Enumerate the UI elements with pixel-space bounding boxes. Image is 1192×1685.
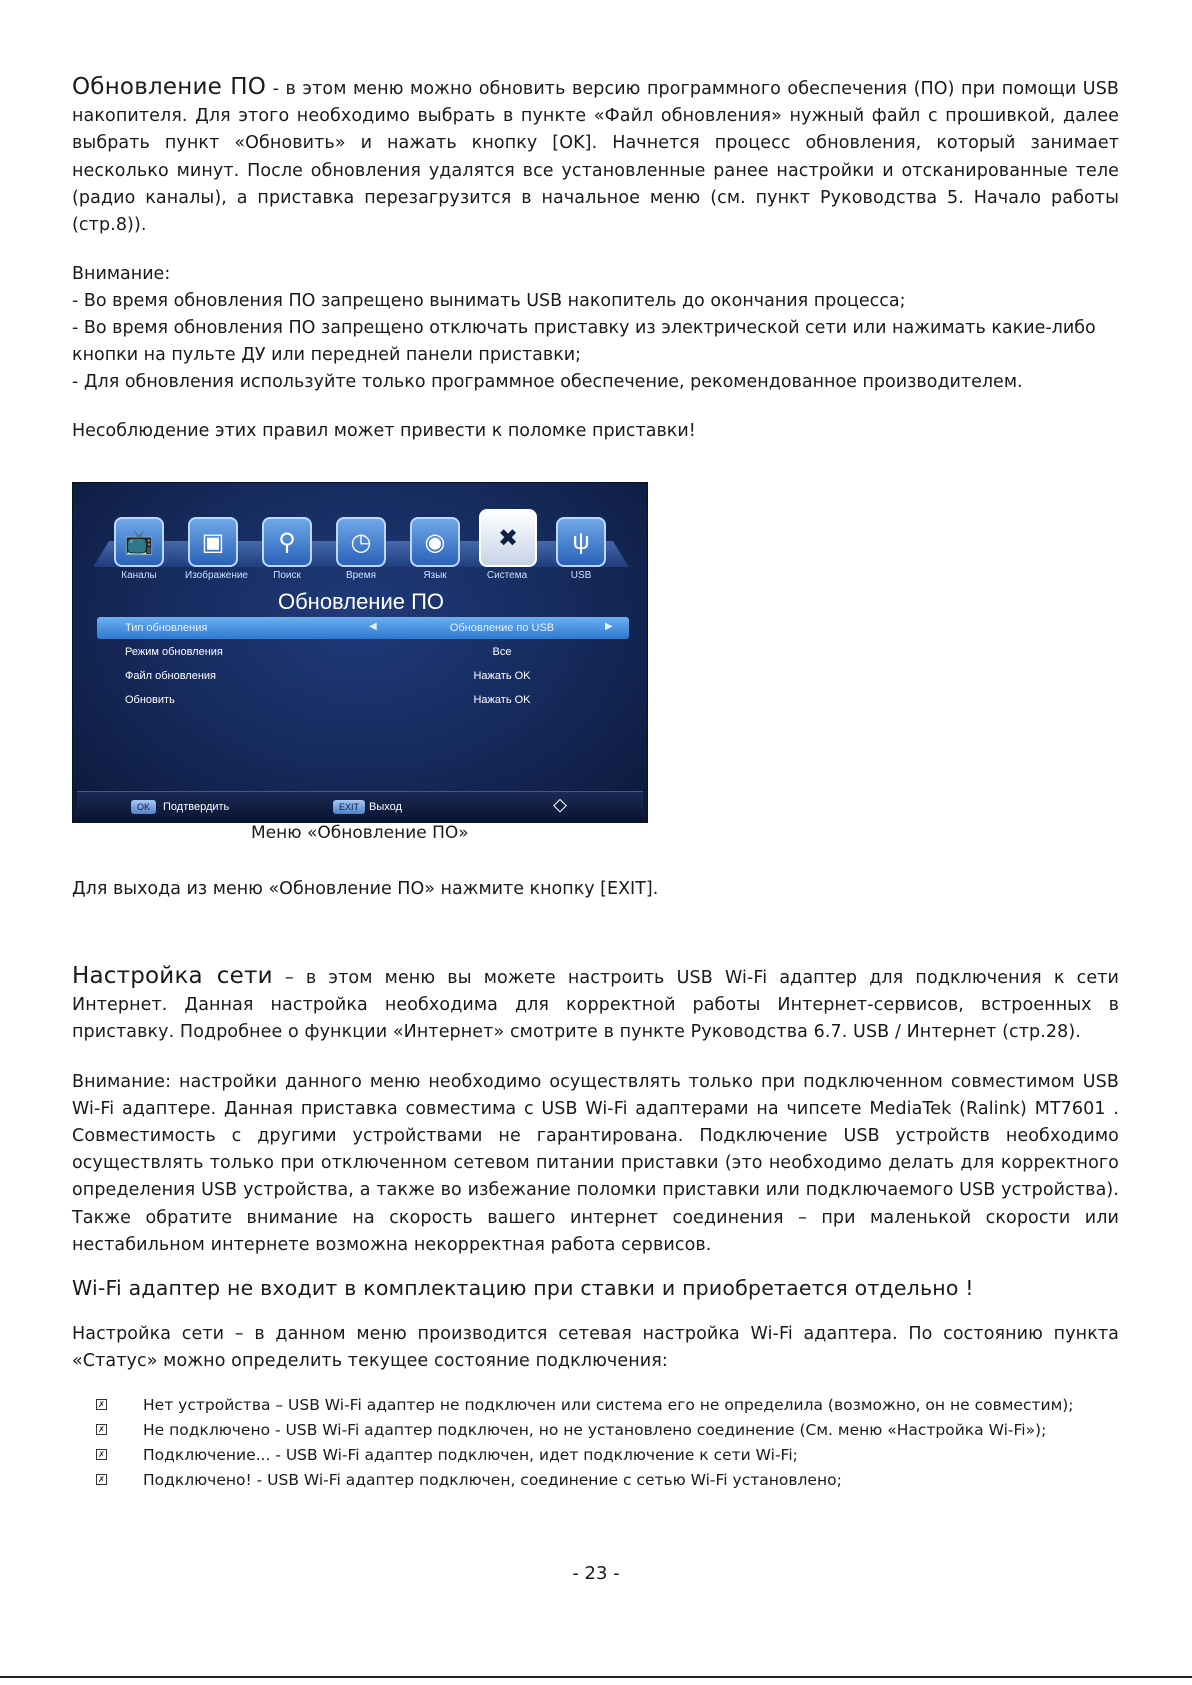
checkbox-icon: ✗ (96, 1474, 107, 1485)
section-update-paragraph (72, 74, 1119, 239)
network-settings-paragraph: Настройка сети – в данном меню производится сетевая настройка Wi-Fi адаптера. По состоянию пункта «Статус» можно определить текущее состояние подключения: (72, 1324, 1119, 1372)
ok-label: Подтвердить (163, 801, 230, 813)
section-heading-update: Обновление ПО (72, 74, 267, 100)
tv-icon: 📺 (114, 517, 164, 567)
exit-note: Для выхода из меню «Обновление ПО» нажмите кнопку [EXIT]. (72, 879, 659, 899)
search-icon: ⚲ (262, 517, 312, 567)
row-update-file: Файл обновления Нажать OK (125, 670, 531, 682)
section-heading-network: Настройка сети (72, 963, 273, 989)
menu-item-usb: ψ USB (553, 517, 609, 581)
menu-item-channels: 📺 Каналы (111, 517, 167, 581)
arrow-left-icon: ◀ (369, 621, 377, 632)
row-update-run: Обновить Нажать OK (125, 694, 531, 706)
screen-title: Обновление ПО (277, 589, 445, 614)
checkbox-icon: ✗ (96, 1399, 107, 1410)
main-menu-icons (111, 517, 631, 581)
status-list (72, 1393, 1119, 1493)
ok-key-badge: OK (131, 800, 156, 814)
list-item: ✗ Нет устройства – USB Wi-Fi адаптер не подключен или система его не определила (возможно, он не совместим); (72, 1393, 1119, 1418)
menu-item-time: ◷ Время (333, 517, 389, 581)
checkbox-icon: ✗ (96, 1449, 107, 1460)
tools-icon: ✖ (479, 509, 537, 567)
menu-item-search: ⚲ Поиск (259, 517, 315, 581)
checkbox-icon: ✗ (96, 1424, 107, 1435)
section-network-paragraph: Настройка сети – в этом меню вы можете настроить USB Wi-Fi адаптер для подключения к сети Интернет. Данная настройка необходима для корректной работы Интернет-сервисов, встроенных в приставку. Подробнее о функции «Интернет» смотрите в пункте Руководства 6.7. USB / Интернет (стр.28). (72, 963, 1119, 1043)
update-menu-screenshot (72, 482, 648, 823)
bottom-rule (0, 1676, 1192, 1678)
page-content (72, 74, 1119, 445)
list-item: ✗ Подключение... - USB Wi-Fi адаптер подключен, идет подключение к сети Wi-Fi; (72, 1443, 1119, 1468)
exit-label: Выход (369, 801, 402, 813)
menu-item-language: ◉ Язык (407, 517, 463, 581)
list-item: ✗ Не подключено - USB Wi-Fi адаптер подключен, но не установлено соединение (См. меню «Настройка Wi-Fi»); (72, 1418, 1119, 1443)
figure-caption: Меню «Обновление ПО» (251, 823, 469, 843)
page-number: - 23 - (572, 1563, 620, 1584)
attention-paragraph: Внимание: настройки данного меню необходимо осуществлять только при подключенном совместимом USB Wi-Fi адаптере. Данная приставка совместима с USB Wi-Fi адаптерами на чипсете MediaTek (Ralink) MT7601 . Совместимость с другими устройствами не гарантирована. Подключение USB устройств необходимо осуществлять только при отключенном сетевом питании приставки (это необходимо делать для корректного определения USB устройства, а также во избежание поломки приставки или подключаемого USB устройства). Также обратите внимание на скорость вашего интернет соединения – при маленькой скорости или нестабильном интернете возможна некорректная работа сервисов. (72, 1071, 1119, 1255)
navigation-arrows-icon: ⬦ (553, 794, 567, 816)
consequence-note: Несоблюдение этих правил может привести к поломке приставки! (72, 421, 696, 442)
warning-item: - Во время обновления ПО запрещено отключать приставку из электрической сети или нажимать какие-либо кнопки на пульте ДУ или передней панели приставки; (72, 318, 1096, 366)
section-update-text: - в этом меню можно обновить версию программного обеспечения (ПО) при помощи USB накопителя. Для этого необходимо выбрать в пункте «Файл обновления» нужный файл с прошивкой, далее выбрать пункт «Обновить» и нажать кнопку [OK]. Начнется процесс обновления, который занимает несколько минут. После обновления удалятся все установленные ранее настройки и отсканированные теле (радио каналы), а приставка перезагрузится в начальное меню (см. пункт Руководства 5. Начало работы (стр.8)). (72, 79, 1120, 236)
warning-title: Внимание: (72, 264, 171, 285)
menu-item-system: ✖ Система (479, 517, 535, 581)
screen-footer (77, 791, 643, 822)
warning-item: - Во время обновления ПО запрещено вынимать USB накопитель до окончания процесса; (72, 291, 906, 312)
globe-icon: ◉ (410, 517, 460, 567)
usb-icon: ψ (556, 517, 606, 567)
warning-item: - Для обновления используйте только программное обеспечение, рекомендованное производителем. (72, 372, 1023, 393)
clock-icon: ◷ (336, 517, 386, 567)
menu-item-picture: ▣ Изображение (185, 517, 241, 581)
exit-key-badge: EXIT (333, 800, 365, 814)
picture-icon: ▣ (188, 517, 238, 567)
row-update-type: Тип обновления ◀ Обновление по USB ▶ (97, 617, 629, 639)
list-item: ✗ Подключено! - USB Wi-Fi адаптер подключен, соединение с сетью Wi-Fi установлено; (72, 1468, 1119, 1493)
row-update-mode: Режим обновления Все (125, 646, 512, 658)
wifi-note: Wi-Fi адаптер не входит в комплектацию при ставки и приобретается отдельно ! (72, 1276, 974, 1301)
page-content-lower (72, 876, 1119, 1493)
arrow-right-icon: ▶ (605, 621, 613, 632)
network-settings-heading: Настройка сети (72, 1324, 225, 1345)
